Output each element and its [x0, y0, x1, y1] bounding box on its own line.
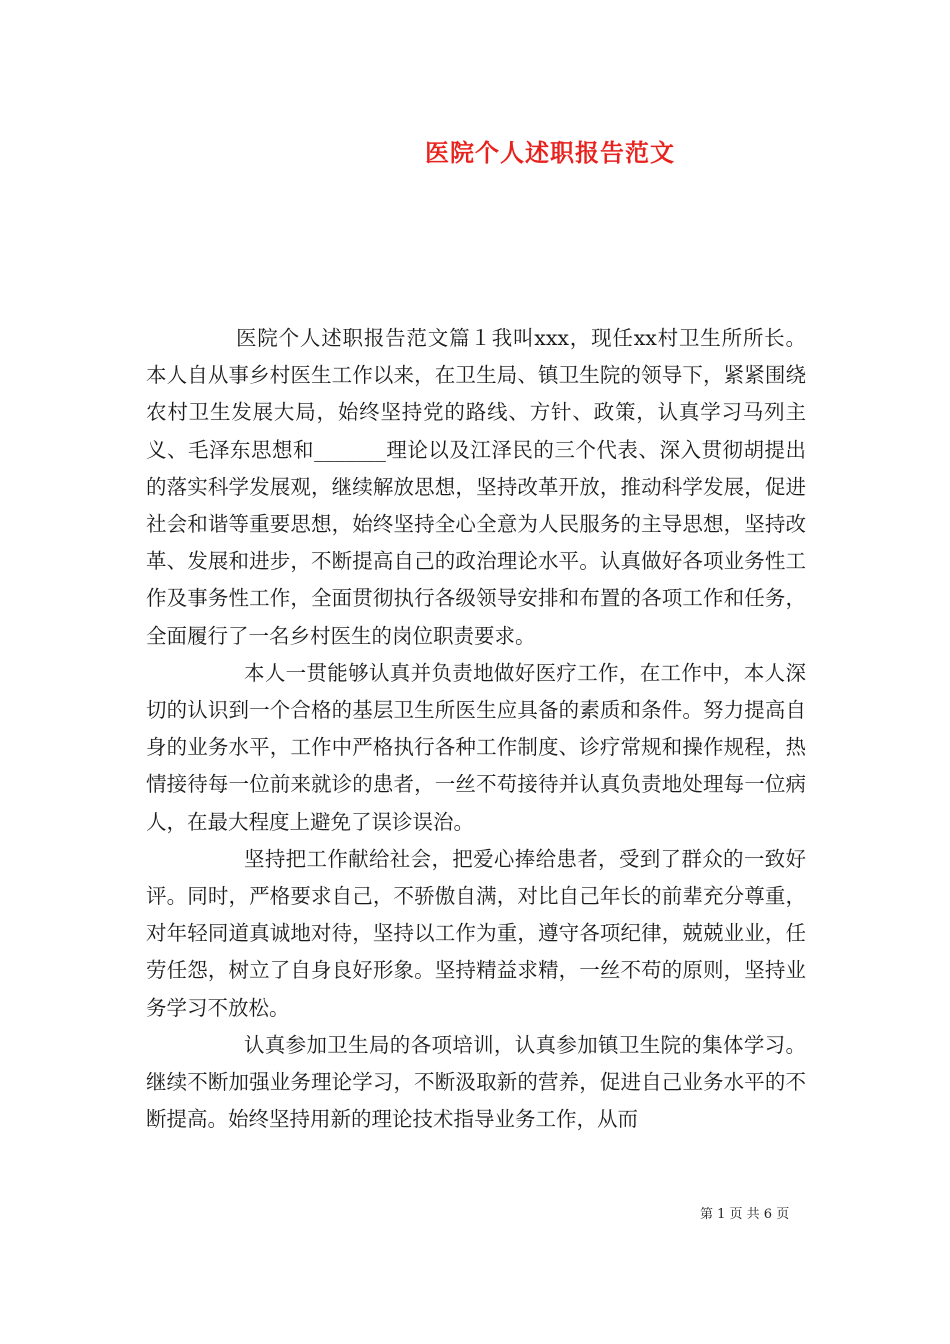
paragraph-3: 坚持把工作献给社会，把爱心捧给患者，受到了群众的一致好评。同时，严格要求自己，不骄傲自满，对比自己年长的前辈充分尊重，对年轻同道真诚地对待，坚持以工作为重，遵守各项纪律，兢兢业业，任劳任怨，树立了自身良好形象。坚持精益求精，一丝不苟的原则，坚持业务学习不放松。: [146, 846, 806, 1020]
paragraph-1: 医院个人述职报告范文篇１我叫xxx，现任xx村卫生所所长。本人自从事乡村医生工作以来，在卫生局、镇卫生院的领导下，紧紧围绕农村卫生发展大局，始终坚持党的路线、方针、政策，认真学习马列主义、毛泽东思想和_______理论以及江泽民的三个代表、深入贯彻胡提出的落实科学发展观，继续解放思想，坚持改革开放，推动科学发展，促进社会和谐等重要思想，始终坚持全心全意为人民服务的主导思想，坚持改革、发展和进步，不断提高自己的政治理论水平。认真做好各项业务性工作及事务性工作，全面贯彻执行各级领导安排和布置的各项工作和任务，全面履行了一名乡村医生的岗位职责要求。: [146, 326, 806, 648]
paragraph-4: 认真参加卫生局的各项培训，认真参加镇卫生院的集体学习。继续不断加强业务理论学习，不断汲取新的营养，促进自己业务水平的不断提高。始终坚持用新的理论技术指导业务工作，从而: [146, 1032, 806, 1132]
document-body: [146, 320, 806, 1138]
document-title: 医院个人述职报告范文: [425, 138, 675, 167]
page-number-footer: 第 1 页 共 6 页: [700, 1207, 790, 1222]
paragraph-2: 本人一贯能够认真并负责地做好医疗工作，在工作中，本人深切的认识到一个合格的基层卫生所医生应具备的素质和条件。努力提高自身的业务水平，工作中严格执行各种工作制度、诊疗常规和操作规程，热情接待每一位前来就诊的患者，一丝不苟接待并认真负责地处理每一位病人，在最大程度上避免了误诊误治。: [146, 660, 806, 834]
